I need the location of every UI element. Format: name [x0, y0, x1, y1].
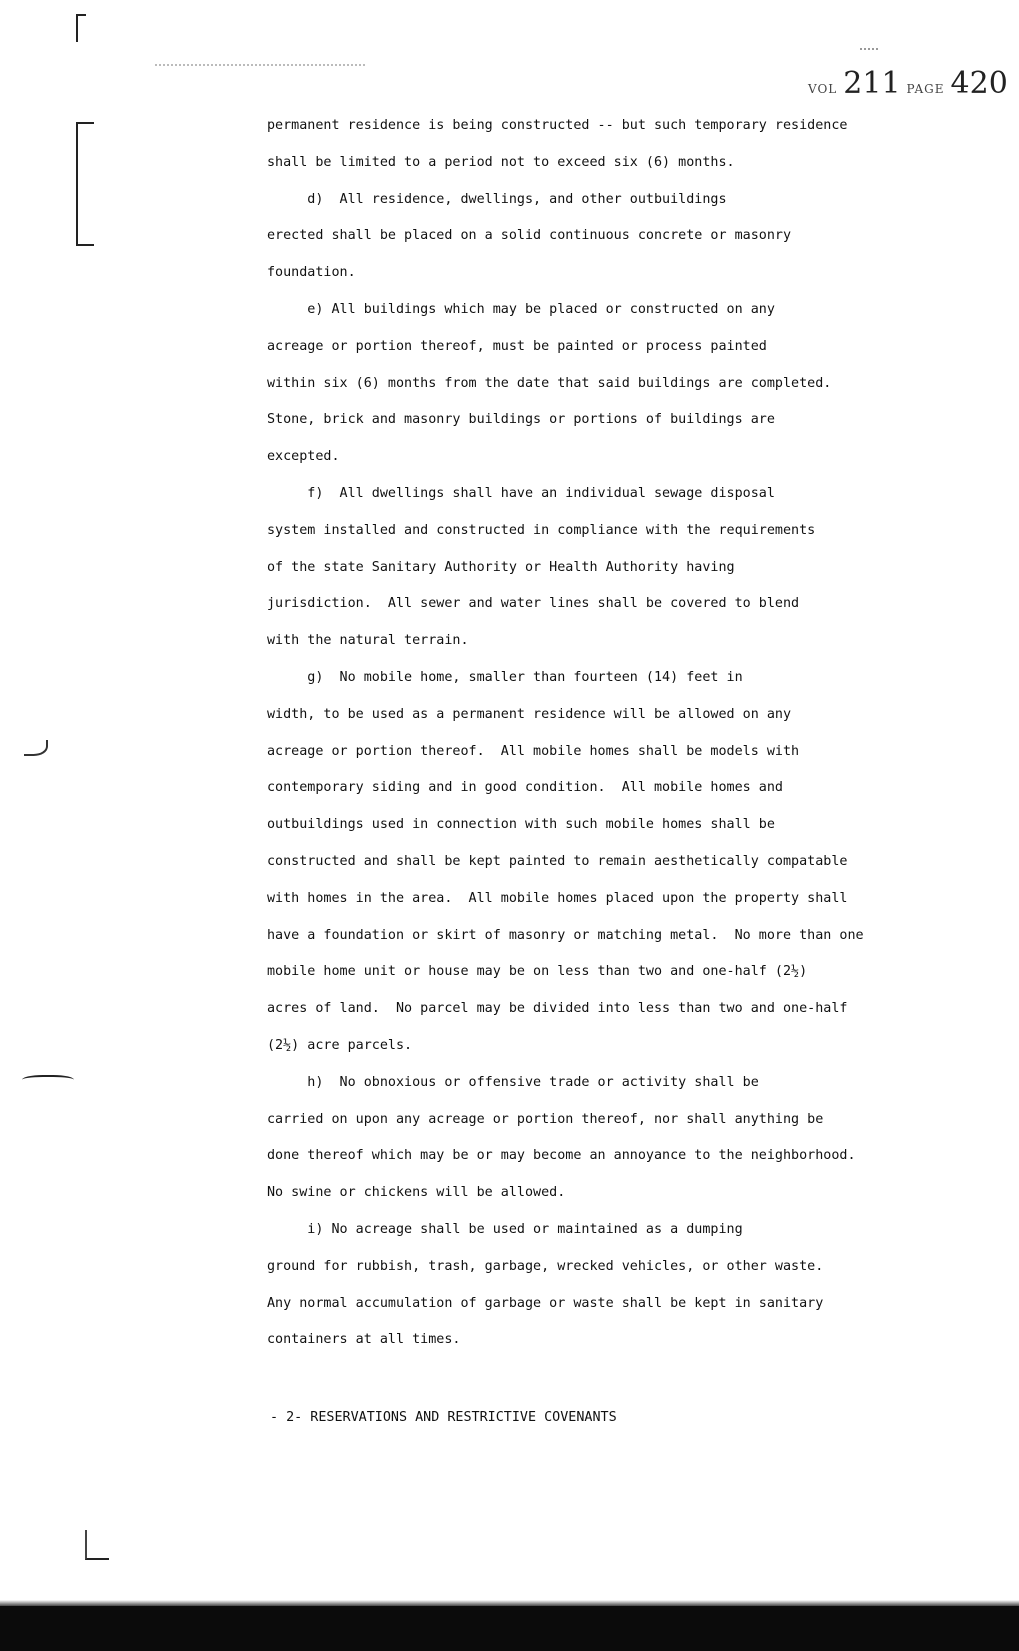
text-line: No swine or chickens will be allowed.	[267, 1185, 566, 1201]
text-line: constructed and shall be kept painted to remain aesthetically compatable	[267, 853, 848, 869]
text-line: have a foundation or skirt of masonry or matching metal. No more than one	[267, 927, 864, 943]
text-line: width, to be used as a permanent residence will be allowed on any	[267, 706, 792, 722]
text-line: outbuildings used in connection with such mobile homes shall be	[267, 817, 775, 833]
text-line: jurisdiction. All sewer and water lines shall be covered to blend	[267, 596, 800, 612]
text-line: shall be limited to a period not to exceed six (6) months.	[267, 154, 735, 170]
text-line: foundation.	[267, 265, 356, 281]
scan-specks	[155, 64, 365, 69]
scan-border	[0, 1606, 1019, 1651]
text-line: e) All buildings which may be placed or constructed on any	[267, 301, 775, 317]
margin-mark	[22, 1075, 74, 1087]
text-line: d) All residence, dwellings, and other outbuildings	[267, 191, 727, 207]
margin-bracket	[76, 122, 94, 246]
page-footer: - 2- RESERVATIONS AND RESTRICTIVE COVENANTS	[270, 1410, 617, 1425]
text-line: carried on upon any acreage or portion thereof, nor shall anything be	[267, 1111, 824, 1127]
text-line: system installed and constructed in compliance with the requirements	[267, 522, 816, 538]
text-line: ground for rubbish, trash, garbage, wrecked vehicles, or other waste.	[267, 1258, 824, 1274]
text-line: permanent residence is being constructed -- but such temporary residence	[267, 118, 848, 133]
margin-bracket-bottom	[85, 1530, 109, 1560]
covenant-text	[267, 108, 967, 1359]
text-line: contemporary siding and in good condition. All mobile homes and	[267, 780, 783, 796]
text-line: of the state Sanitary Authority or Health Authority having	[267, 559, 735, 575]
text-line: h) No obnoxious or offensive trade or activity shall be	[267, 1074, 759, 1090]
scan-specks	[860, 48, 878, 53]
margin-bracket-top	[76, 14, 86, 42]
text-line: Any normal accumulation of garbage or waste shall be kept in sanitary	[267, 1295, 824, 1311]
text-line: (2½) acre parcels.	[267, 1037, 413, 1053]
text-line: Stone, brick and masonry buildings or portions of buildings are	[267, 412, 775, 428]
text-line: g) No mobile home, smaller than fourteen (14) feet in	[267, 669, 743, 685]
vol-label: VOL	[808, 82, 838, 96]
text-line: done thereof which may be or may become an annoyance to the neighborhood.	[267, 1148, 856, 1164]
margin-mark	[24, 740, 48, 756]
text-line: mobile home unit or house may be on less than two and one-half (2½)	[267, 964, 808, 980]
text-line: acreage or portion thereof. All mobile homes shall be models with	[267, 743, 800, 759]
text-line: acres of land. No parcel may be divided into less than two and one-half	[267, 1001, 848, 1017]
text-line: within six (6) months from the date that said buildings are completed.	[267, 375, 832, 391]
text-line: with the natural terrain.	[267, 633, 469, 649]
page-label: PAGE	[906, 82, 945, 96]
text-line: containers at all times.	[267, 1332, 461, 1348]
text-line: i) No acreage shall be used or maintained as a dumping	[267, 1221, 743, 1237]
text-line: erected shall be placed on a solid continuous concrete or masonry	[267, 228, 792, 244]
volume-page-header	[808, 66, 1014, 102]
page-number: 420	[950, 66, 1008, 101]
vol-number: 211	[843, 66, 901, 101]
text-line: with homes in the area. All mobile homes placed upon the property shall	[267, 890, 848, 906]
text-line: excepted.	[267, 449, 340, 465]
text-line: f) All dwellings shall have an individual sewage disposal	[267, 485, 775, 501]
text-line: acreage or portion thereof, must be painted or process painted	[267, 338, 767, 354]
